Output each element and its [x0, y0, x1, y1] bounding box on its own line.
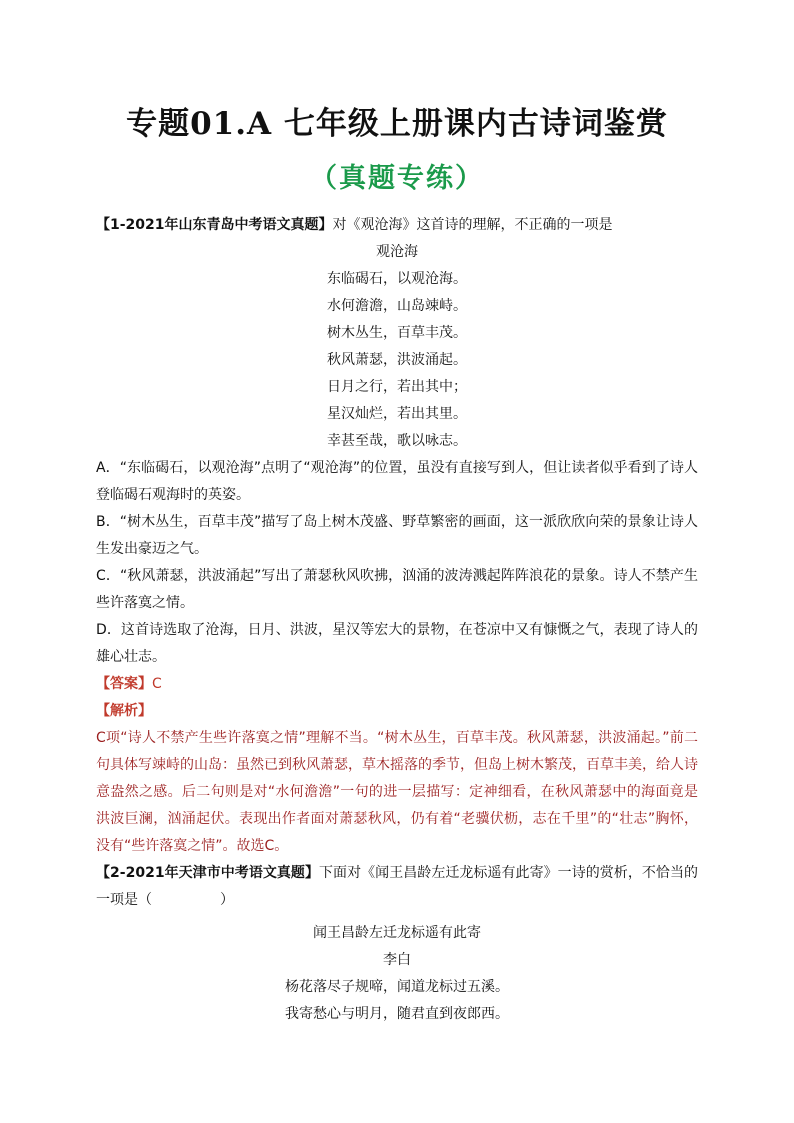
answer-line: [96, 671, 698, 698]
poem-2-author: 李白: [383, 952, 411, 968]
answer-label: 【答案】: [96, 676, 152, 692]
poem-1-line: 幸甚至哉，歌以咏志。: [327, 433, 467, 449]
question-2-text: 下面对《闻王昌龄左迁龙标遥有此寄》一诗的赏析，不恰当的一项是（: [96, 865, 698, 908]
analysis-label: 【解析】: [96, 703, 152, 719]
content-body: [96, 212, 698, 1028]
option-d: D．这首诗选取了沧海，日月、洪波，星汉等宏大的景物，在苍凉中又有慷慨之气，表现了诗人的雄心壮志。: [96, 622, 698, 665]
poem-1-line: 东临碣石，以观沧海。: [327, 271, 467, 287]
question-2-text-end: ）: [220, 892, 234, 908]
poem-2-line: 杨花落尽子规啼，闻道龙标过五溪。: [285, 979, 509, 995]
analysis-text: C项“诗人不禁产生些许落寞之情”理解不当。“树木丛生，百草丰茂。秋风萧瑟，洪波涌起。”前二句具体写竦峙的山岛：虽然已到秋风萧瑟，草木摇落的季节，但岛上树木繁茂，百草丰美，给人诗意盎然之感。后二句则是对“水何澹澹”一句的进一层描写：定神细看，在秋风萧瑟中的海面竟是洪波巨澜，汹涌起伏。表现出作者面对萧瑟秋风，仍有着“老骥伏枥，志在千里”的“壮志”胸怀，没有“些许落寞之情”。故选C。: [96, 730, 698, 854]
question-1-tag: 【1-2021年山东青岛中考语文真题】: [96, 217, 333, 233]
poem-2-title: 闻王昌龄左迁龙标遥有此寄: [313, 925, 481, 941]
question-2-tag: 【2-2021年天津市中考语文真题】: [96, 865, 320, 881]
page-title: 专题01.A 七年级上册课内古诗词鉴赏: [126, 106, 668, 142]
poem-2-line: 我寄愁心与明月，随君直到夜郎西。: [285, 1006, 509, 1022]
option-b: B．“树木丛生，百草丰茂”描写了岛上树木茂盛、野草繁密的画面，这一派欣欣向荣的景象让诗人生发出豪迈之气。: [96, 514, 698, 557]
page-subtitle: （真题专练）: [310, 163, 484, 194]
poem-1-line: 秋风萧瑟，洪波涌起。: [327, 352, 467, 368]
poem-1-line: 水何澹澹，山岛竦峙。: [327, 298, 467, 314]
option-c: C．“秋风萧瑟，洪波涌起”写出了萧瑟秋风吹拂，汹涌的波涛溅起阵阵浪花的景象。诗人不禁产生些许落寞之情。: [96, 568, 698, 611]
poem-1-line: 树木丛生，百草丰茂。: [327, 325, 467, 341]
question-1-text: 对《观沧海》这首诗的理解，不正确的一项是: [332, 217, 613, 233]
question-1-stem: [96, 212, 698, 239]
option-a: A．“东临碣石，以观沧海”点明了“观沧海”的位置，虽没有直接写到人，但让读者似乎看到了诗人登临碣石观海时的英姿。: [96, 460, 698, 503]
answer-value: C: [152, 676, 162, 692]
poem-1-line: 日月之行，若出其中；: [327, 379, 467, 395]
poem-1-line: 星汉灿烂，若出其里。: [327, 406, 467, 422]
poem-1-title: 观沧海: [376, 244, 418, 260]
question-2-stem: [96, 860, 698, 914]
